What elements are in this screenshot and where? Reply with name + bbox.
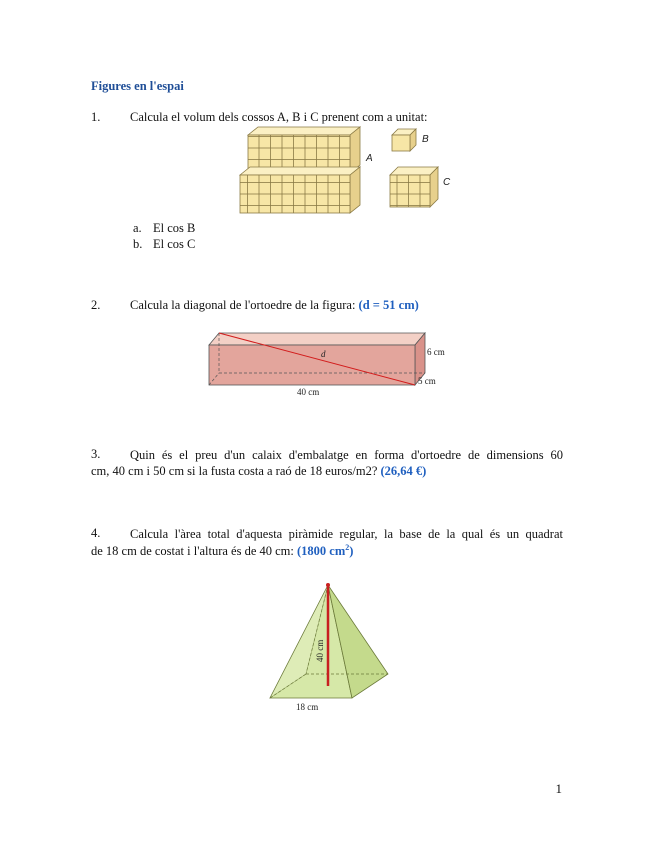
q4-line2-wrap [91, 543, 353, 559]
label-a: A [366, 153, 373, 164]
cuboid-figure [205, 325, 465, 397]
pyramid-figure [262, 580, 402, 715]
body-a-lower [240, 167, 360, 213]
q3-line2-wrap [91, 464, 426, 479]
cubes-figure [236, 125, 456, 215]
label-c: C [443, 177, 451, 188]
q4-line2: de 18 cm de costat i l'altura és de 40 cm: [91, 544, 294, 559]
label-b: B [422, 134, 429, 145]
q3-line1: Quin és el preu d'un calaix d'embalatge en forma d'ortoedre de dimensions 60 [130, 448, 563, 462]
q4-number: 4. [91, 526, 101, 540]
length-label: 40 cm [297, 387, 320, 397]
pyramid-height-label: 40 cm [315, 639, 325, 662]
body-c [390, 167, 438, 207]
body-a-upper [248, 127, 360, 173]
q1-number: 1. [91, 110, 101, 124]
pyramid-base-label: 18 cm [296, 702, 319, 712]
q1-item-b [133, 237, 195, 252]
q1-text: Calcula el volum dels cossos A, B i C prenent com a unitat: [130, 110, 428, 124]
q2-text: Calcula la diagonal de l'ortoedre de la figura: [130, 298, 356, 312]
q2-answer: (d = 51 cm) [358, 298, 419, 312]
q1-item-b-text: El cos C [153, 237, 196, 251]
q2-number: 2. [91, 298, 101, 312]
q1-item-a-text: El cos B [153, 221, 196, 235]
body-b [392, 129, 416, 151]
q4-answer [297, 544, 353, 558]
q2-text-line [130, 298, 419, 313]
q4-answer-exp: 2 [345, 543, 350, 552]
page-number: 1 [555, 781, 562, 796]
q1-item-a [133, 221, 195, 236]
q4-answer-value: (1800 cm [297, 544, 346, 559]
q3-line2: cm, 40 cm i 50 cm si la fusta costa a raó de 18 euros/m2? [91, 464, 378, 478]
q4-answer-close: ) [349, 544, 354, 559]
page-title: Figures en l'espai [91, 79, 184, 93]
q3-number: 3. [91, 447, 101, 461]
diagonal-label: d [321, 349, 326, 359]
height-label: 6 cm [427, 347, 445, 357]
q3-answer: (26,64 €) [380, 464, 427, 478]
q4-line1: Calcula l'àrea total d'aquesta piràmide regular, la base de la qual és un quadrat [130, 527, 563, 541]
depth-label: 5 cm [418, 376, 436, 386]
q1-item-a-letter: a. [133, 221, 142, 235]
q1-item-b-letter: b. [133, 237, 143, 251]
